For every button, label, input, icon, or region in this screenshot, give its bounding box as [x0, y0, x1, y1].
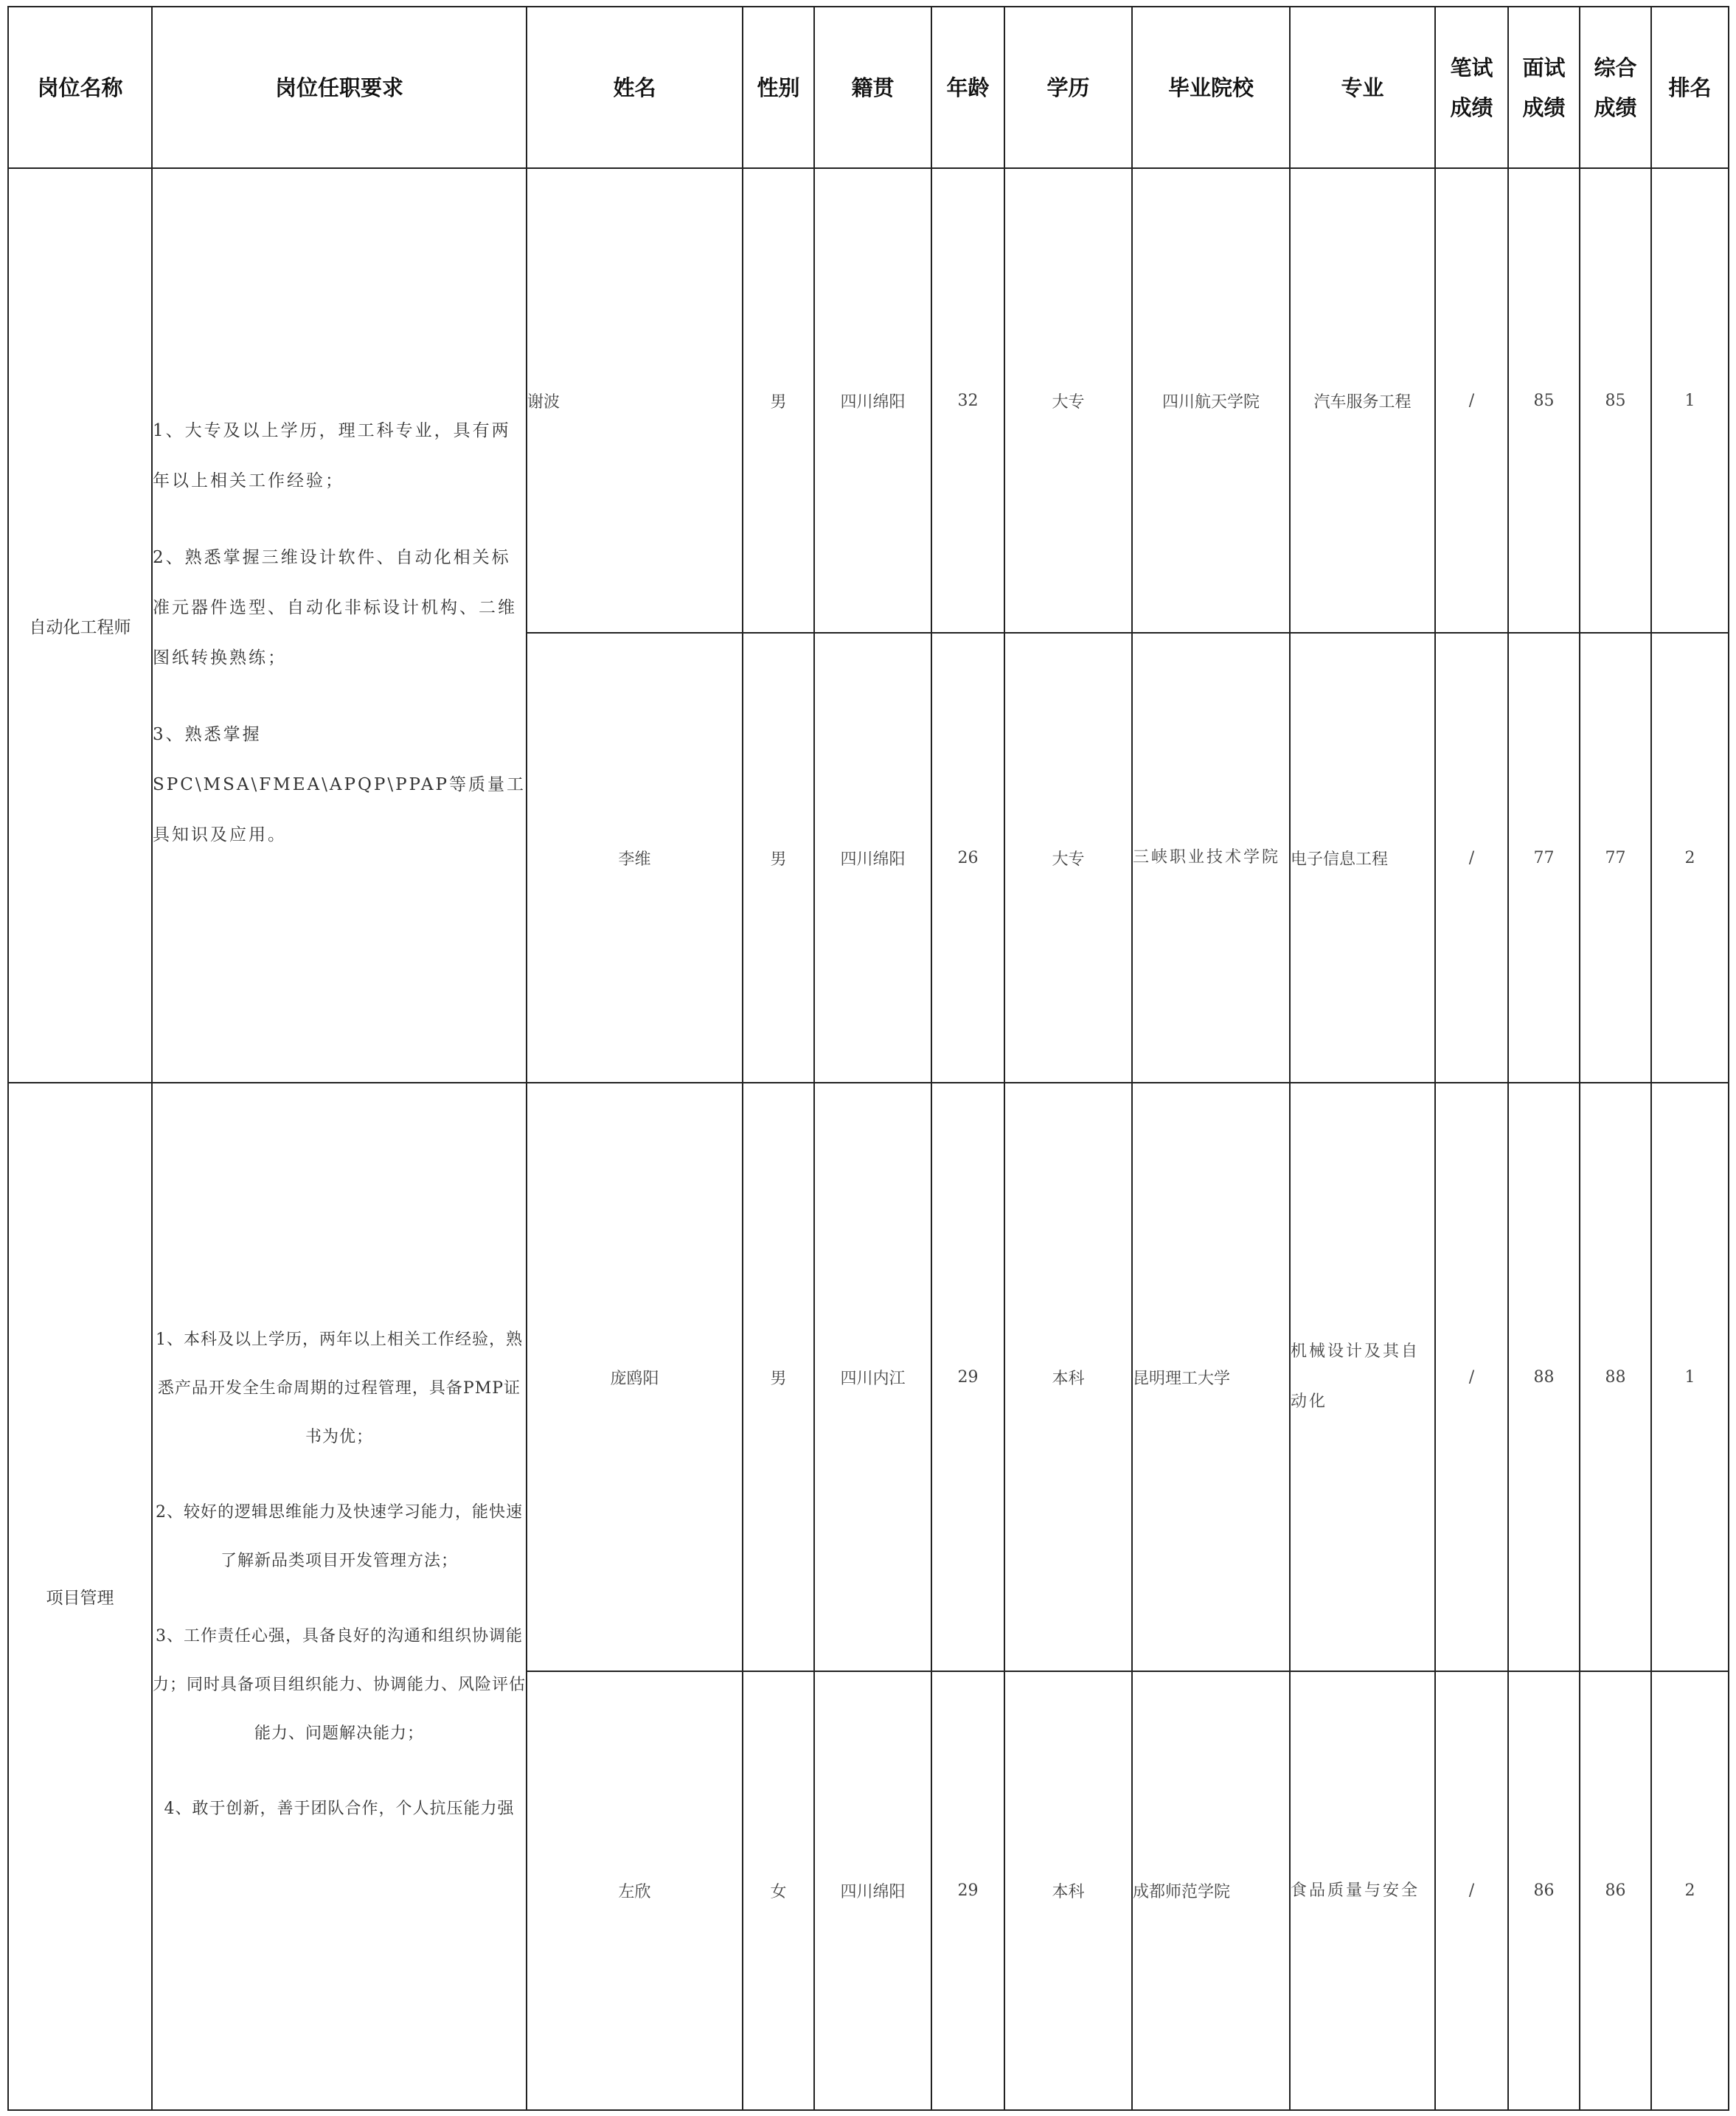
- candidate-name: 庞鸥阳: [527, 1083, 743, 1671]
- requirement-item: 3、工作责任心强，具备良好的沟通和组织协调能力；同时具备项目组织能力、协调能力、风险评估能力、问题解决能力；: [153, 1626, 527, 1743]
- candidate-school: 昆明理工大学: [1132, 1083, 1290, 1671]
- header-total-score: [1580, 7, 1651, 168]
- candidate-interview-score: 77: [1508, 633, 1580, 1083]
- candidate-major: 电子信息工程: [1290, 633, 1435, 1083]
- header-major: 专业: [1290, 7, 1435, 168]
- header-post: 岗位名称: [8, 7, 152, 168]
- header-written-line2: 成绩: [1450, 94, 1493, 120]
- candidate-age: 26: [931, 633, 1004, 1083]
- candidate-written-score: /: [1435, 633, 1508, 1083]
- candidate-education: 大专: [1004, 168, 1132, 633]
- candidate-school: 成都师范学院: [1132, 1671, 1290, 2110]
- candidate-name: 李维: [527, 633, 743, 1083]
- results-table: [7, 6, 1729, 2111]
- candidate-interview-score: 86: [1508, 1671, 1580, 2110]
- candidate-rank: 2: [1651, 633, 1729, 1083]
- candidate-age: 32: [931, 168, 1004, 633]
- candidate-origin: 四川绵阳: [814, 633, 931, 1083]
- header-interview-score: [1508, 7, 1580, 168]
- candidate-major: 食品质量与安全: [1290, 1671, 1435, 2110]
- candidate-school: 三峡职业技术学院: [1132, 633, 1290, 1083]
- requirement-item: 1、大专及以上学历，理工科专业，具有两年以上相关工作经验；: [153, 421, 511, 490]
- candidate-age: 29: [931, 1671, 1004, 2110]
- header-written-score: [1435, 7, 1508, 168]
- candidate-gender: 男: [743, 168, 814, 633]
- candidate-major: 机械设计及其自动化: [1290, 1083, 1435, 1671]
- table-row: [8, 168, 1729, 633]
- candidate-education: 本科: [1004, 1671, 1132, 2110]
- candidate-origin: 四川绵阳: [814, 1671, 931, 2110]
- header-age: 年龄: [931, 7, 1004, 168]
- candidate-written-score: /: [1435, 1671, 1508, 2110]
- header-row: [8, 7, 1729, 168]
- candidate-age: 29: [931, 1083, 1004, 1671]
- candidate-major: 汽车服务工程: [1290, 168, 1435, 633]
- candidate-total-score: 86: [1580, 1671, 1651, 2110]
- post-requirements: [152, 1083, 527, 2110]
- header-name: 姓名: [527, 7, 743, 168]
- header-school: 毕业院校: [1132, 7, 1290, 168]
- header-origin: 籍贯: [814, 7, 931, 168]
- post-requirements: [152, 168, 527, 1083]
- header-total-line1: 综合: [1594, 55, 1637, 80]
- candidate-rank: 2: [1651, 1671, 1729, 2110]
- candidate-rank: 1: [1651, 1083, 1729, 1671]
- header-interview-line1: 面试: [1522, 55, 1566, 80]
- requirement-item: 3、熟悉掌握SPC\MSA\FMEA\APQP\PPAP等质量工具知识及应用。: [153, 725, 526, 844]
- candidate-gender: 男: [743, 633, 814, 1083]
- header-education: 学历: [1004, 7, 1132, 168]
- candidate-gender: 男: [743, 1083, 814, 1671]
- candidate-origin: 四川内江: [814, 1083, 931, 1671]
- candidate-total-score: 77: [1580, 633, 1651, 1083]
- requirement-item: 2、熟悉掌握三维设计软件、自动化相关标准元器件选型、自动化非标设计机构、二维图纸转换熟练；: [153, 548, 517, 667]
- candidate-origin: 四川绵阳: [814, 168, 931, 633]
- header-written-line1: 笔试: [1450, 55, 1493, 80]
- header-total-line2: 成绩: [1594, 94, 1637, 120]
- post-title: 项目管理: [8, 1083, 152, 2110]
- candidate-school: 四川航天学院: [1132, 168, 1290, 633]
- candidate-total-score: 85: [1580, 168, 1651, 633]
- candidate-written-score: /: [1435, 168, 1508, 633]
- requirement-item: 4、敢于创新，善于团队合作，个人抗压能力强: [164, 1799, 515, 1818]
- header-gender: 性别: [743, 7, 814, 168]
- candidate-rank: 1: [1651, 168, 1729, 633]
- candidate-name: 左欣: [527, 1671, 743, 2110]
- header-rank: 排名: [1651, 7, 1729, 168]
- requirement-item: 1、本科及以上学历，两年以上相关工作经验，熟悉产品开发全生命周期的过程管理，具备PMP证书为优；: [156, 1330, 523, 1446]
- candidate-interview-score: 85: [1508, 168, 1580, 633]
- candidate-written-score: /: [1435, 1083, 1508, 1671]
- header-requirements: 岗位任职要求: [152, 7, 527, 168]
- candidate-interview-score: 88: [1508, 1083, 1580, 1671]
- candidate-total-score: 88: [1580, 1083, 1651, 1671]
- table-row: [8, 1083, 1729, 1671]
- header-interview-line2: 成绩: [1522, 94, 1566, 120]
- candidate-name: 谢波: [527, 168, 743, 633]
- post-title: 自动化工程师: [8, 168, 152, 1083]
- candidate-education: 大专: [1004, 633, 1132, 1083]
- candidate-education: 本科: [1004, 1083, 1132, 1671]
- requirement-item: 2、较好的逻辑思维能力及快速学习能力，能快速了解新品类项目开发管理方法；: [156, 1502, 523, 1570]
- candidate-gender: 女: [743, 1671, 814, 2110]
